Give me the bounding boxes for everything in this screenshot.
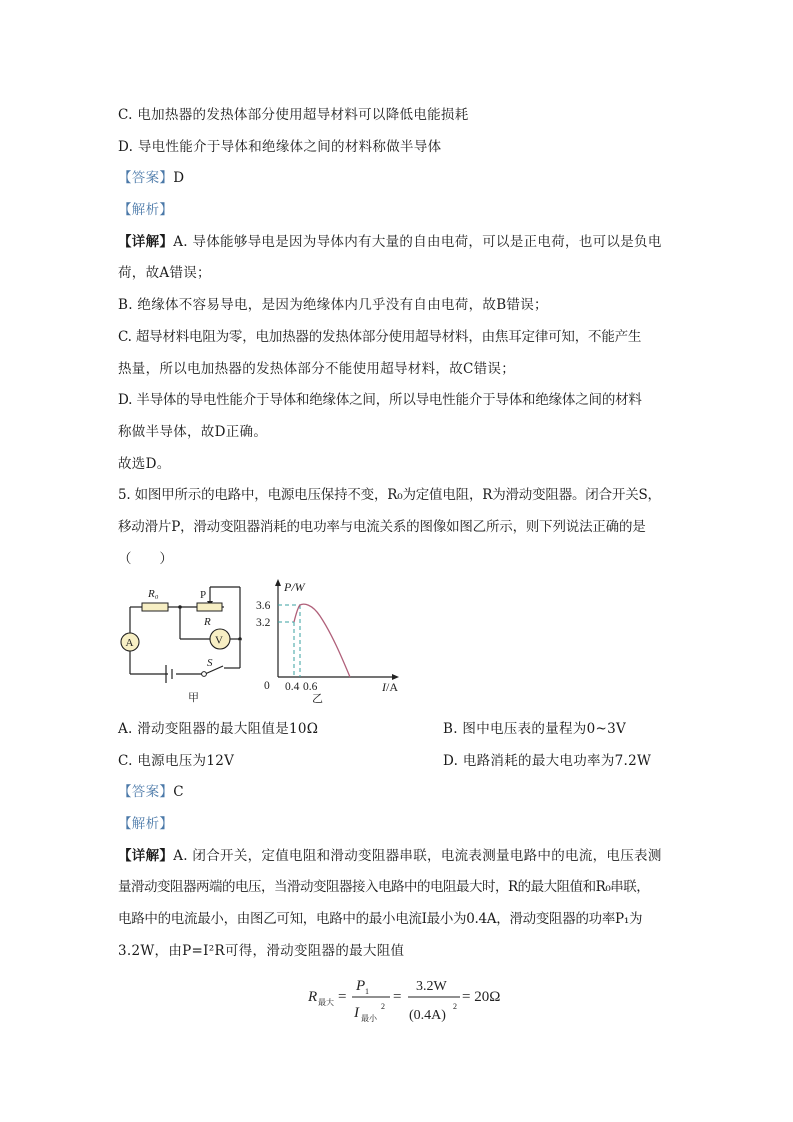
- q4-detail-line: 热量，所以电加热器的发热体部分不能使用超导材料，故C错误；: [118, 360, 516, 377]
- q4-conclusion: 故选D。: [118, 455, 171, 472]
- x-tick-0.4: 0.4: [285, 681, 300, 694]
- label-ammeter: A: [125, 637, 134, 650]
- q5-detail-line: 量滑动变阻器两端的电压，当滑动变阻器接入电路中的电阻最大时，R的最大阻值和R₀串联，: [118, 879, 650, 896]
- y-tick-3.6: 3.6: [256, 600, 271, 613]
- q5-stem-line: （ ）: [118, 550, 174, 567]
- label-r0: R₀: [148, 588, 159, 601]
- q5-option-a: A. 滑动变阻器的最大阻值是10Ω: [118, 721, 319, 738]
- svg-text:=: =: [393, 989, 402, 1006]
- q5-stem-line: 5. 如图甲所示的电路中，电源电压保持不变，R₀为定值电阻，R为滑动变阻器。闭合开关S，: [118, 487, 661, 504]
- svg-text:I: I: [354, 1005, 359, 1022]
- q4-detail-line: 【详解】A. 导体能够导电是因为导体内有大量的自由电荷，可以是正电荷，也可以是负电: [118, 233, 662, 250]
- max-resistance-formula: [308, 967, 508, 1027]
- x-axis-label: I/A: [382, 680, 398, 695]
- q5-option-b: B. 图中电压表的量程为0~3V: [443, 721, 627, 738]
- q4-detail-line: C. 超导材料电阻为零，电加热器的发热体部分使用超导材料，由焦耳定律可知，不能产生: [118, 328, 642, 345]
- answer-value: C: [173, 784, 184, 801]
- label-voltmeter: V: [215, 634, 223, 647]
- analysis-label: 【解析】: [118, 816, 174, 832]
- svg-text:最小: 最小: [361, 1014, 377, 1024]
- svg-text:(0.4A): (0.4A): [409, 1008, 446, 1024]
- q4-detail-line: 荷，故A错误；: [118, 265, 211, 282]
- svg-text:R: R: [308, 989, 318, 1006]
- power-current-chart: [254, 574, 414, 709]
- svg-text:= 20Ω: = 20Ω: [462, 989, 501, 1006]
- label-r: R: [204, 616, 211, 629]
- svg-text:2: 2: [381, 1002, 385, 1012]
- svg-text:P: P: [356, 978, 366, 995]
- detail-label: 【详解】: [118, 233, 174, 250]
- q5-answer: [118, 777, 678, 809]
- label-p: P: [200, 589, 207, 602]
- document-page: [118, 100, 678, 1029]
- y-axis-label: P/W: [284, 580, 305, 595]
- q4-detail-line: B. 绝缘体不容易导电，是因为绝缘体内几乎没有自由电荷，故B错误；: [118, 297, 548, 314]
- svg-text:3.2W: 3.2W: [416, 979, 447, 995]
- q5-analysis: [118, 809, 678, 841]
- svg-text:=: =: [338, 989, 347, 1006]
- q5-detail-line: 【详解】A. 闭合开关，定值电阻和滑动变阻器串联，电流表测量电路中的电流，电压表测: [118, 847, 662, 864]
- x-tick-0.6: 0.6: [303, 681, 318, 694]
- q5-detail-line: 3.2W，由P=I²R可得，滑动变阻器的最大阻值: [118, 942, 405, 959]
- origin-label: 0: [264, 680, 270, 693]
- svg-text:最大: 最大: [318, 998, 334, 1008]
- q4-option-d: D. 导电性能介于导体和绝缘体之间的材料称做半导体: [118, 138, 442, 155]
- q4-option-c: C. 电加热器的发热体部分使用超导材料可以降低电能损耗: [118, 107, 469, 123]
- q5-option-c: C. 电源电压为12V: [118, 753, 235, 769]
- q4-analysis: [118, 195, 678, 227]
- y-tick-3.2: 3.2: [256, 617, 271, 630]
- circuit-diagram: [120, 579, 250, 709]
- q5-stem-line: 移动滑片P，滑动变阻器消耗的电功率与电流关系的图像如图乙所示，则下列说法正确的是: [118, 518, 646, 535]
- q4-detail-line: D. 半导体的导电性能介于导体和绝缘体之间，所以导电性能介于导体和绝缘体之间的材料: [118, 392, 642, 409]
- formula-row: [118, 967, 678, 1029]
- detail-label: 【详解】: [118, 847, 174, 864]
- svg-text:1: 1: [365, 987, 369, 997]
- svg-text:2: 2: [453, 1002, 457, 1012]
- answer-label: 【答案】: [118, 170, 174, 187]
- q5-options: [118, 714, 678, 777]
- q5-option-d: D. 电路消耗的最大电功率为7.2W: [443, 753, 652, 769]
- q5-detail-line: 电路中的电流最小，由图乙可知，电路中的最小电流I最小为0.4A，滑动变阻器的功率P₁为: [118, 911, 643, 928]
- q4-detail-line: 称做半导体，故D正确。: [118, 423, 268, 440]
- answer-value: D: [173, 170, 185, 187]
- circuit-caption: 甲: [188, 691, 199, 705]
- label-switch: S: [207, 657, 213, 670]
- analysis-label: 【解析】: [118, 202, 174, 219]
- answer-label: 【答案】: [118, 784, 174, 801]
- figures: [118, 579, 678, 714]
- chart-caption: 乙: [312, 692, 323, 706]
- q4-answer: [118, 163, 678, 195]
